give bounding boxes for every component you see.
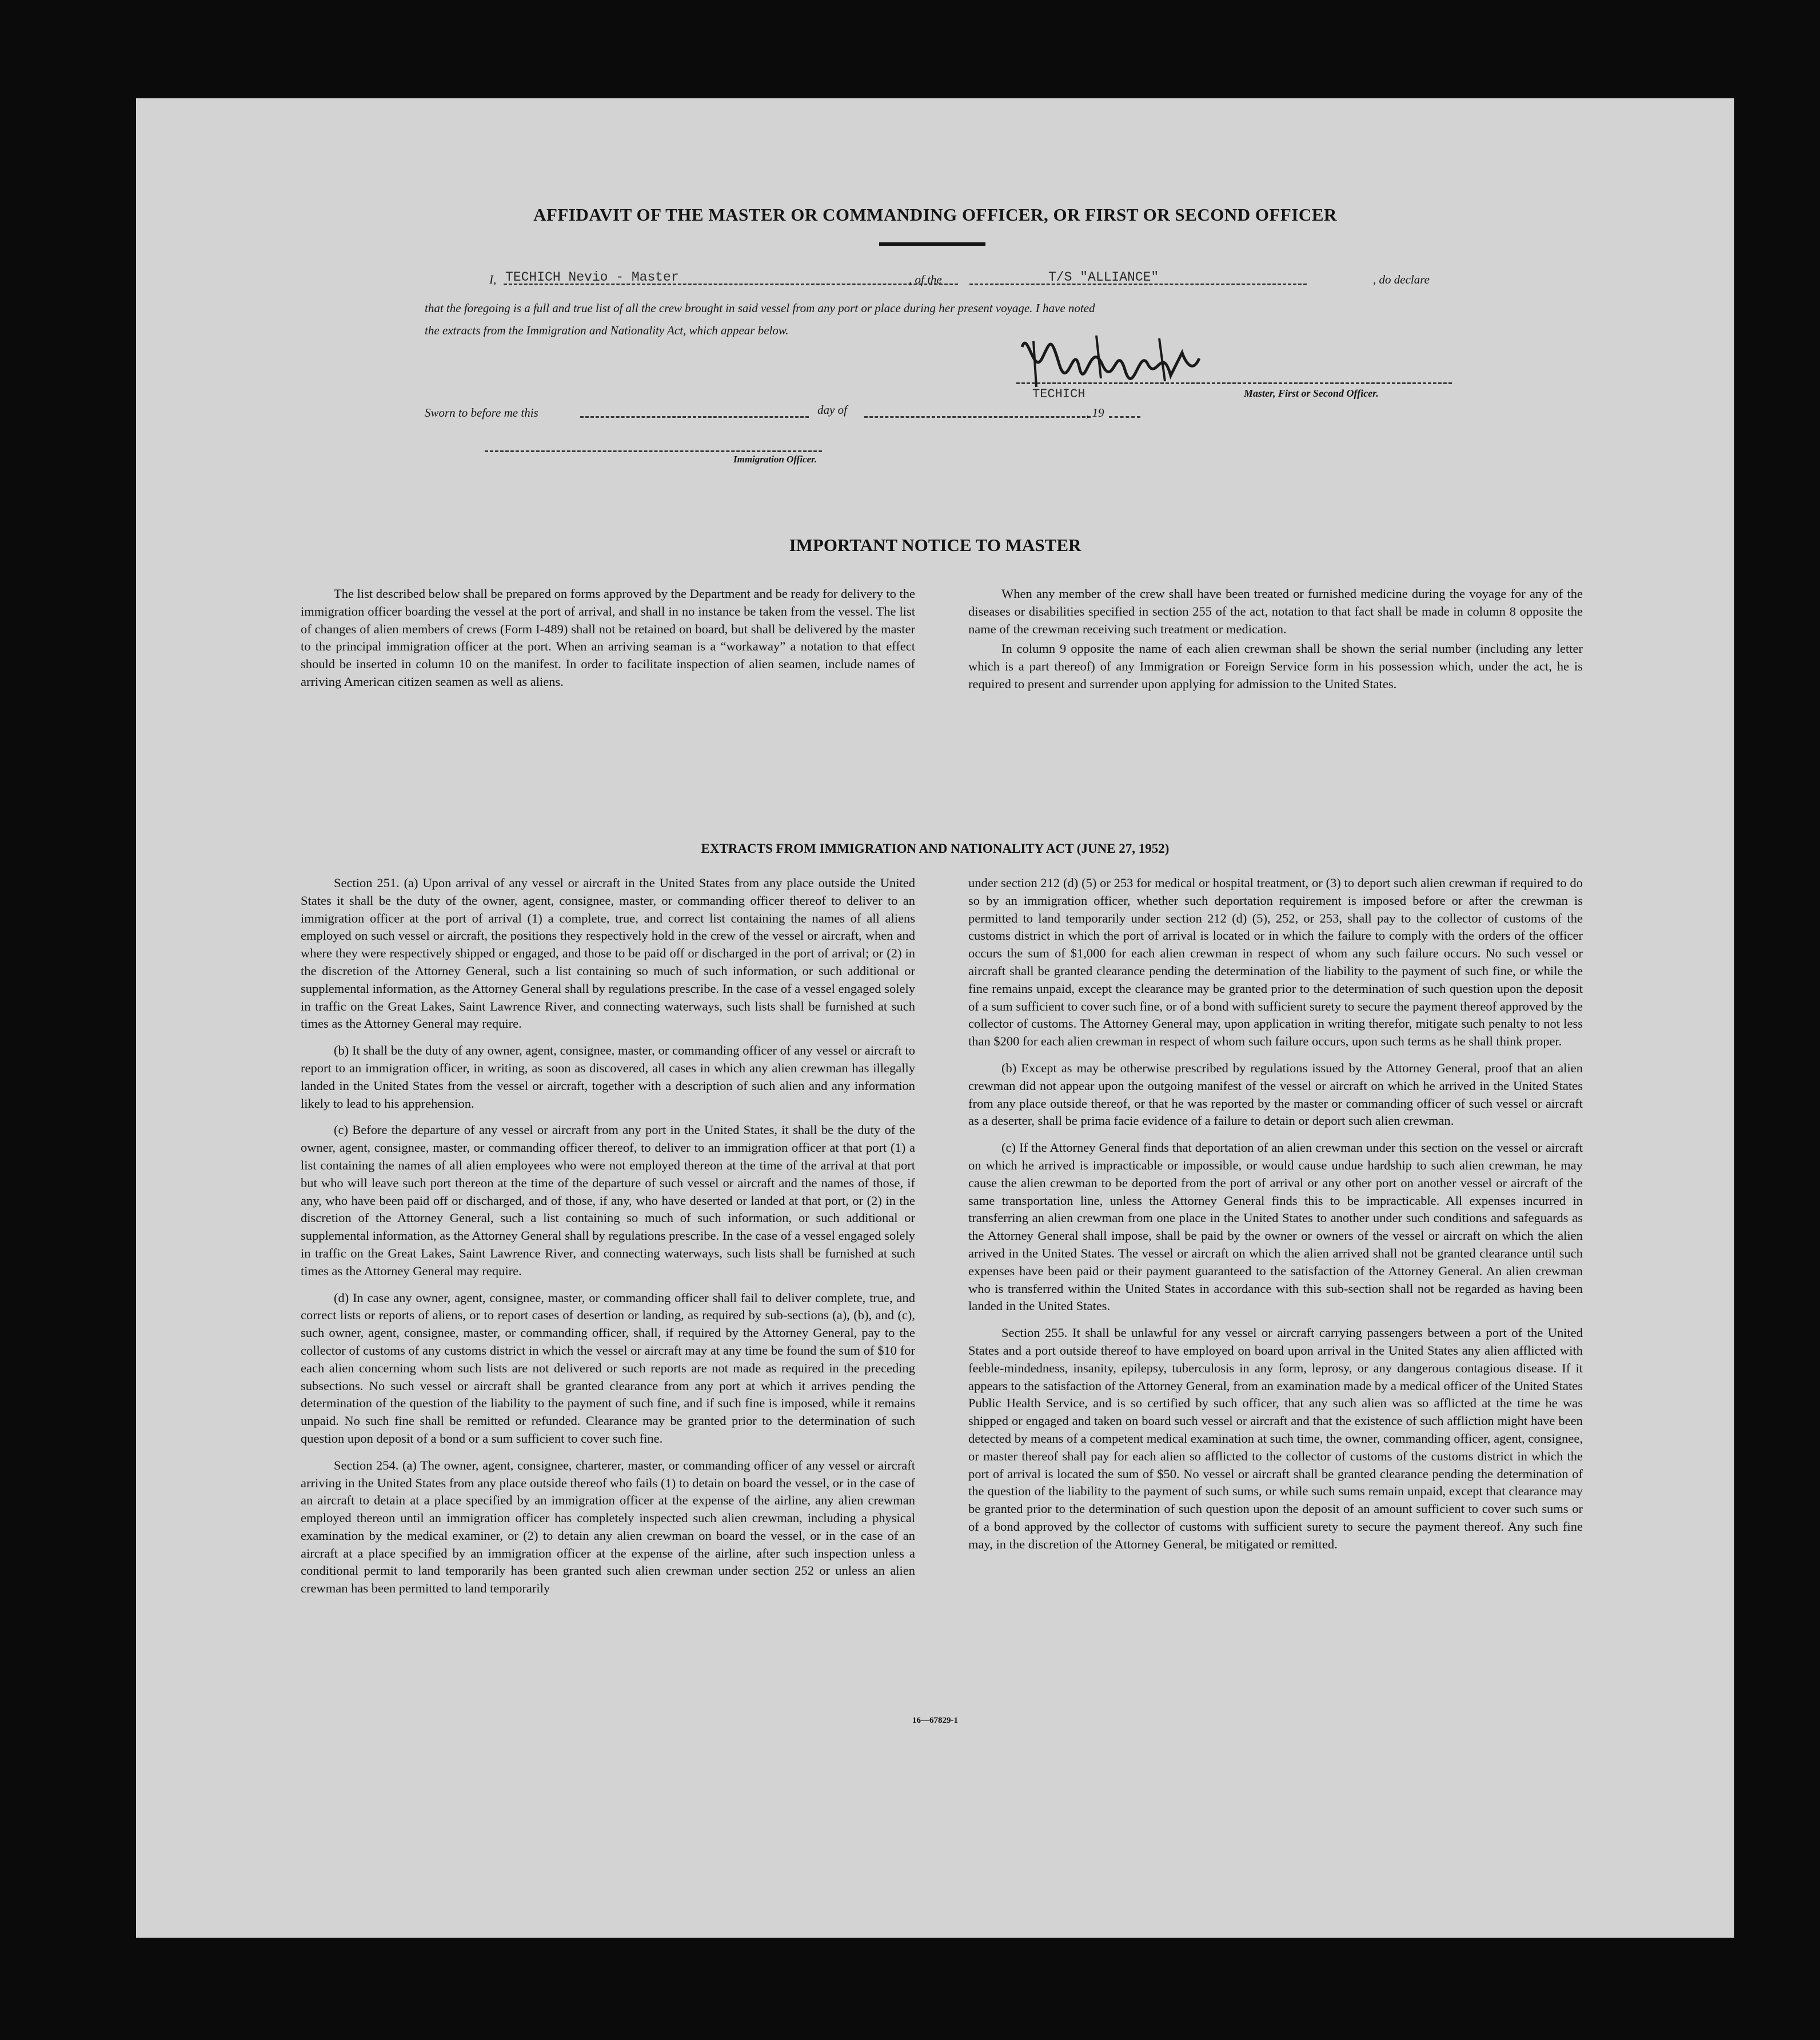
sworn-label: Sworn to before me this	[425, 406, 538, 420]
section-254-b: (b) Except as may be otherwise prescribed by regulations issued by the Attorney General, proof that an alien crewman did not appear upon the outgoing manifest of the vessel or aircraft on which he arrived in the United States from any place outside thereof, or that he was reported by the master or commanding officer of such vessel or aircraft as a deserter, shall be prima facie evidence of a failure to detain or deport such alien crewman.	[968, 1060, 1583, 1128]
section-254-c: (c) If the Attorney General finds that deportation of an alien crewman under this section on the vessel or aircraft on which he arrived is impracticable or impossible, or would cause undue hardship to such alien crewman, he may cause the alien crewman to be deported from the port of arrival or any other port on another vessel or aircraft of the same transportation line, unless the Attorney General finds this to be impracticable. All expenses incurred in transferring an alien crewman from one place in the United States to another under such conditions and safeguards as the Attorney General shall impose, shall be paid by the owner or owners of the vessel or aircraft on which the alien arrived in the United States. The vessel or aircraft on which the alien arrived shall not be granted clearance until such expenses have been paid or their payment guaranteed to the satisfaction of the Attorney General. An alien crewman who is transferred within the United States in accordance with this sub-section shall not be regarded as having been landed in the United States.	[968, 1140, 1583, 1314]
master-name-value: TECHICH Nevio - Master	[505, 270, 679, 285]
day-of-label: day of	[817, 403, 847, 417]
year-label: , 19	[1086, 406, 1104, 420]
vessel-name-value: T/S "ALLIANCE"	[1048, 270, 1159, 285]
sworn-day-line	[580, 416, 809, 418]
section-254-a: Section 254. (a) The owner, agent, consignee, charterer, master, or commanding officer of any vessel or aircraft arriving in the United States from any place outside thereof who fails (1) to detain on board the vessel, or in the case of an aircraft to detain at a place specified by an immigration officer at the expense of the airline, any alien crewman employed thereon until an immigration officer has completely inspected such alien crewman, including a physical examination by the medical examiner, or (2) to detain any alien crewman on board the vessel, or in the case of an aircraft at a place specified by an immigration officer at the expense of the airline, after such inspection unless a conditional permit to land temporarily has been granted such alien crewman under section 252 or unless an alien crewman has been permitted to land temporarily	[301, 1458, 915, 1596]
section-255: Section 255. It shall be unlawful for any vessel or aircraft carrying passengers between a port of the United States and a port outside thereof to have employed on board upon arrival in the United States any alien afflicted with feeble-mindedness, insanity, epilepsy, tuberculosis in any form, leprosy, or any dangerous contagious disease. If it appears to the satisfaction of the Attorney General, from an examination made by a medical officer of the United States Public Health Service, and is so certified by such officer, that any such alien was so afflicted at the time he was shipped or engaged and taken on board such vessel or aircraft and that the existence of such affliction might have been detected by means of a competent medical examination at such time, the owner, commanding officer, agent, consignee, or master thereof shall pay for each alien so afflicted to the collector of customs of the customs district in which the port of arrival is located the sum of $50. No vessel or aircraft shall be granted clearance pending the determination of the question of the liability to the payment of such sums, or while such sums remain unpaid, except that clearance may be granted prior to the determination of such question upon the deposit of an amount sufficient to cover such sums or of a bond approved by the collector of customs with sufficient surety to secure the payment thereof. Any such fine may, in the discretion of the Attorney General, be mitigated or remitted.	[968, 1326, 1583, 1551]
notice-right-column	[968, 585, 1583, 693]
officer-label: Immigration Officer.	[733, 454, 817, 465]
declaration-line-1: that the foregoing is a full and true list of all the crew brought in said vessel from any port or place during her present voyage. I have noted	[425, 301, 1095, 315]
extracts-left-column	[301, 875, 915, 1598]
section-251-c: (c) Before the departure of any vessel or aircraft from any port in the United States, it shall be the duty of the owner, agent, consignee, master, or commanding officer thereof, to deliver to an immigration officer at that port (1) a list containing the names of all alien employees who were not employed thereon at the time of the arrival at that port but who will leave such port thereon at the time of the departure of such vessel or aircraft and the names of those, if any, who have been paid off or discharged, and of those, if any, who have deserted or landed at that port, or (2) in the discretion of the Attorney General, such a list containing so much of such information, or such additional or supplemental information, as the Attorney General shall by regulations prescribe. In the case of a vessel engaged solely in traffic on the Great Lakes, Saint Lawrence River, and connecting waterways, such lists shall be furnished at such times as the Attorney General may require.	[301, 1123, 915, 1278]
do-declare-label: , do declare	[1373, 273, 1430, 286]
sworn-month-line	[864, 416, 1091, 418]
section-251-a: Section 251. (a) Upon arrival of any vessel or aircraft in the United States from any place outside the United States it shall be the duty of the owner, agent, consignee, master, or commanding officer thereof to deliver to an immigration officer at the port of arrival (1) a complete, true, and correct list containing the names of all aliens employed on such vessel or aircraft, the positions they respectively hold in the crew of the vessel or aircraft, when and where they were respectively shipped or engaged, and those to be paid off or discharged in the port of arrival; or (2) in the discretion of the Attorney General, such a list containing so much of such information, or such additional or supplemental information, as the Attorney General shall by regulations prescribe. In the case of a vessel engaged solely in traffic on the Great Lakes, Saint Lawrence River, and connecting waterways, such lists shall be furnished at such times as the Attorney General may require.	[301, 876, 915, 1031]
of-the-label: , of the	[909, 273, 942, 286]
year-line	[1109, 416, 1140, 418]
section-251-d: (d) In case any owner, agent, consignee, master, or commanding officer shall fail to deliver complete, true, and correct lists or reports of aliens, or to report cases of desertion or landing, as required by sub-sections (a), (b), and (c), such owner, agent, consignee, master, or commanding officer, shall, if required by the Attorney General, pay to the collector of customs of any customs district in which the vessel or aircraft may at any time be found the sum of $10 for each alien concerning whom such lists are not delivered or such reports are not made as required in the preceding subsections. No such vessel or aircraft shall be granted clearance from any port at which it arrives pending the determination of the question of the liability to the payment of such fine, and if such fine is imposed, while it remains unpaid. No such fine shall be remitted or refunded. Clearance may be granted prior to the determination of such question upon deposit of a bond or a sum sufficient to cover such fine.	[301, 1290, 915, 1446]
affidavit-title: AFFIDAVIT OF THE MASTER OR COMMANDING OFFICER, OR FIRST OR SECOND OFFICER	[533, 205, 1337, 225]
officer-line	[485, 450, 822, 452]
notice-right-paragraph-2: In column 9 opposite the name of each alien crewman shall be shown the serial number (including any letter which is a part thereof) of any Immigration or Foreign Service form in his possession which, under the act, he is required to present and surrender upon applying for admission to the United States.	[968, 641, 1583, 691]
section-251-b: (b) It shall be the duty of any owner, agent, consignee, master, or commanding officer of any vessel or aircraft to report to an immigration officer, in writing, as soon as discovered, all cases in which any alien crewman has illegally landed in the United States from the vessel or aircraft, together with a description of such alien and any information likely to lead to his apprehension.	[301, 1043, 915, 1111]
master-signature	[1011, 324, 1211, 396]
notice-left-paragraph: The list described below shall be prepared on forms approved by the Department and be ready for delivery to the immigration officer boarding the vessel at the port of arrival, and shall in no instance be taken from the vessel. The list of changes of alien members of crews (Form I-489) shall not be retained on board, but shall be delivered by the master to the principal immigration officer at the port. When an arriving seaman is a “workaway” a notation to that effect should be inserted in column 10 on the manifest. In order to facilitate inspection of alien seamen, include names of arriving American citizen seamen as well as aliens.	[301, 586, 915, 689]
section-254-a-continued: under section 212 (d) (5) or 253 for medical or hospital treatment, or (3) to deport such alien crewman if required to do so by an immigration officer, whether such deportation requirement is imposed before or after the crewman is permitted to land temporarily under section 212 (d) (5), 252, or 253, shall pay to the collector of customs of the customs district in which the port of arrival is located or in which the failure to comply with the orders of the officer occurs the sum of $1,000 for each alien crewman in respect of whom any such failure occurs. No such vessel or aircraft shall be granted clearance pending the determination of the liability to the payment of such fine, or while the fine remains unpaid, except the clearance may be granted prior to the determination of such question upon the deposit of a sum sufficient to cover such fine, or of a bond with sufficient surety to secure the payment thereof approved by the collector of customs. The Attorney General may, upon application in writing therefor, mitigate such penalty to not less than $200 for each alien crewman in respect of whom such failure occurs, upon such terms as he shall think proper.	[968, 876, 1583, 1049]
master-label: Master, First or Second Officer.	[1244, 388, 1379, 399]
extracts-right-column	[968, 875, 1583, 1553]
form-number: 16—67829-1	[912, 1716, 958, 1725]
document-page	[136, 98, 1734, 1938]
signature-stamp: TECHICH	[1032, 387, 1085, 401]
notice-left-column	[301, 585, 915, 691]
i-label: I,	[489, 273, 497, 286]
extracts-title: EXTRACTS FROM IMMIGRATION AND NATIONALITY ACT (JUNE 27, 1952)	[701, 841, 1170, 856]
notice-title: IMPORTANT NOTICE TO MASTER	[789, 535, 1081, 555]
signature-line	[1016, 382, 1452, 384]
notice-right-paragraph-1: When any member of the crew shall have been treated or furnished medicine during the voyage for any of the diseases or disabilities specified in section 255 of the act, notation to that fact shall be made in column 8 opposite the name of the crewman receiving such treatment or medication.	[968, 586, 1583, 636]
title-rule	[879, 242, 985, 246]
declaration-line-2: the extracts from the Immigration and Nationality Act, which appear below.	[425, 324, 789, 337]
